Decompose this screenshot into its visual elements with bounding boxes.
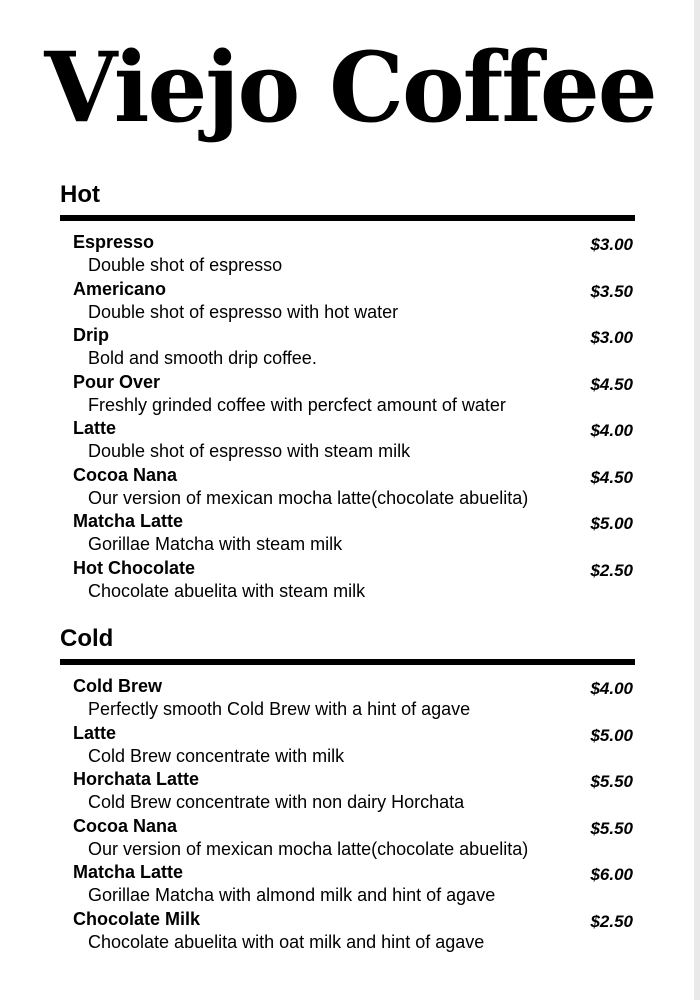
item-description: Chocolate abuelita with oat milk and hint of agave — [88, 931, 485, 952]
section-hot — [60, 180, 635, 603]
item-price: $5.00 — [590, 514, 633, 533]
section-cold — [60, 624, 635, 954]
item-price: $3.00 — [590, 328, 633, 347]
item-description: Perfectly smooth Cold Brew with a hint of agave — [88, 699, 471, 719]
item-price: $3.50 — [590, 281, 633, 301]
item-price: $5.00 — [590, 725, 633, 745]
item-description: Cold Brew concentrate with non dairy Horchata — [88, 792, 465, 812]
menu-item — [60, 557, 635, 604]
menu-item — [60, 417, 635, 464]
item-description: Our version of mexican mocha latte(chocolate abuelita) — [88, 487, 529, 508]
menu-item — [60, 722, 635, 769]
menu-item — [60, 324, 635, 371]
item-name: Cocoa Nana — [73, 815, 178, 836]
item-description: Gorillae Matcha with almond milk and hint of agave — [88, 885, 496, 905]
item-name: Drip — [73, 325, 109, 345]
item-description: Gorillae Matcha with steam milk — [88, 534, 343, 554]
item-name: Latte — [73, 722, 117, 743]
section-title: Hot — [60, 181, 100, 208]
menu-item — [60, 278, 635, 325]
item-name: Latte — [73, 418, 117, 438]
menu-item — [60, 768, 635, 815]
menu-item — [60, 510, 635, 557]
item-name: Hot Chocolate — [73, 557, 196, 578]
item-description: Double shot of espresso — [88, 255, 283, 275]
menu-item — [60, 464, 635, 511]
item-name: Cocoa Nana — [73, 464, 178, 485]
item-name: Matcha Latte — [73, 511, 184, 531]
item-name: Horchata Latte — [73, 769, 200, 789]
item-description: Freshly grinded coffee with percfect amount of water — [88, 394, 506, 415]
menu-item — [60, 815, 635, 862]
item-description: Cold Brew concentrate with milk — [88, 745, 345, 766]
item-price: $2.50 — [590, 560, 633, 580]
item-name: Americano — [73, 278, 167, 299]
item-price: $4.00 — [590, 421, 633, 440]
item-price: $4.50 — [590, 374, 633, 394]
item-price: $2.50 — [590, 911, 633, 931]
section-title: Cold — [60, 625, 114, 652]
item-price: $4.50 — [590, 467, 633, 487]
page-edge — [694, 0, 700, 1000]
menu-item — [60, 908, 635, 955]
item-name: Espresso — [73, 232, 155, 252]
item-price: $3.00 — [590, 235, 633, 254]
section-divider — [60, 215, 635, 221]
menu-item — [60, 675, 635, 722]
item-description: Double shot of espresso with steam milk — [88, 441, 411, 461]
item-price: $5.50 — [590, 818, 633, 838]
menu-item — [60, 231, 635, 278]
item-name: Pour Over — [73, 371, 161, 392]
item-description: Our version of mexican mocha latte(chocolate abuelita) — [88, 838, 529, 859]
item-description: Double shot of espresso with hot water — [88, 301, 399, 322]
item-price: $6.00 — [590, 865, 633, 884]
menu-item — [60, 371, 635, 418]
menu-item — [60, 861, 635, 908]
item-description: Bold and smooth drip coffee. — [88, 348, 317, 368]
section-divider — [60, 659, 635, 665]
item-name: Cold Brew — [73, 676, 163, 696]
item-price: $5.50 — [590, 772, 633, 791]
item-name: Matcha Latte — [73, 862, 184, 882]
menu-title: Viejo Coffee — [44, 31, 656, 144]
item-description: Chocolate abuelita with steam milk — [88, 580, 366, 601]
item-price: $4.00 — [590, 679, 633, 698]
item-name: Chocolate Milk — [73, 908, 201, 929]
